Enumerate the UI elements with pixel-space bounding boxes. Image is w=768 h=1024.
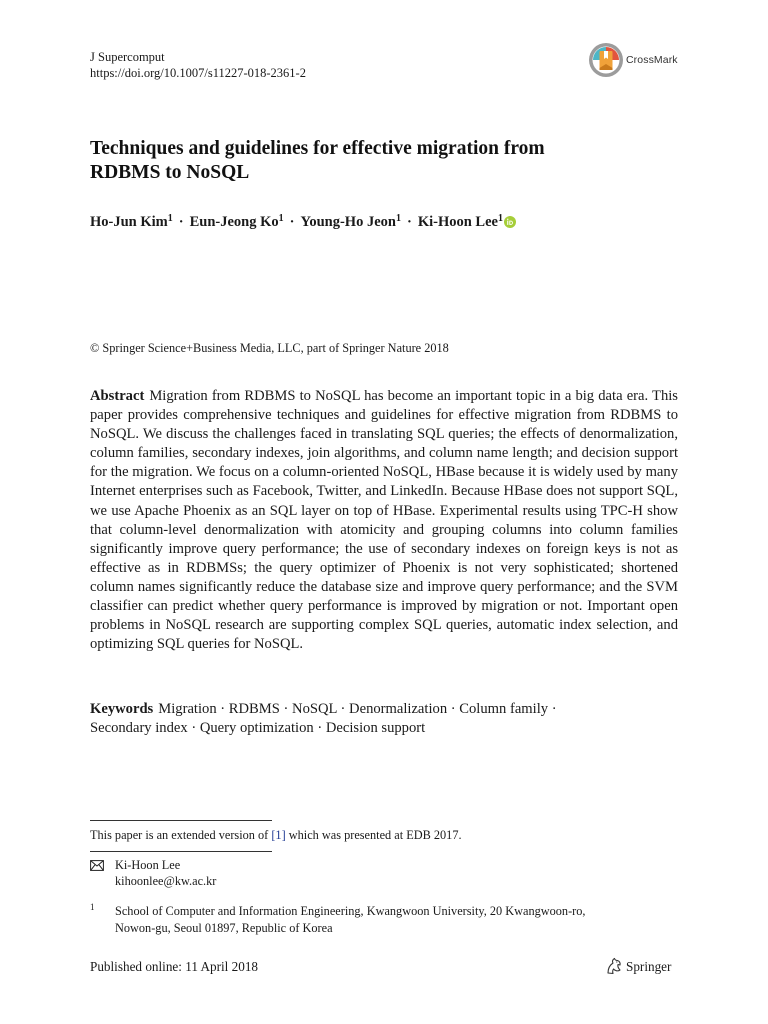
paper-title — [90, 137, 690, 185]
keywords-label: Keywords — [90, 701, 154, 717]
author-separator: · — [178, 214, 184, 230]
footnote-text: This paper is an extended version of — [90, 828, 272, 842]
abstract-label: Abstract — [90, 388, 145, 404]
author-name[interactable]: Ho-Jun Kim — [90, 214, 168, 230]
abstract-text: Migration from RDBMS to NoSQL has become an important topic in a big data era. This paper provides comprehensive techniques and guidelines for effective migration from RDBMS to NoSQL. We discuss the challenges faced in translating SQL queries; the effects of denormalization, column families, secondary indexes, join algorithms, and column name length; and decision support for the migration. We focus on a column-oriented NoSQL, HBase because it is widely used by many Internet enterprises such as Facebook, Twitter, and LinkedIn. Because HBase does not support SQL, we use Apache Phoenix as an SQL layer on top of HBase. Experimental results using TPC-H show that column-level denormalization with atomicity and grouping columns into column families significantly improve query performance; the use of secondary indexes on foreign keys is not as effective as in RDBMSs; the query optimizer of Phoenix is not very sophisticated; shortened column names significantly reduce the database size and improve query performance; and the SVM classifier can predict whether query performance is improved by migration or not. Important open problems in NoSQL research are supporting complex SQL queries, automatic index selection, and optimizing SQL queries for NoSQL. — [90, 388, 678, 653]
affiliation-mark: 1 — [395, 213, 401, 224]
journal-header — [90, 49, 306, 81]
affiliation-mark: 1 — [278, 213, 284, 224]
abstract-section — [90, 387, 678, 654]
journal-name: J Supercomput — [90, 50, 165, 64]
extended-version-footnote — [90, 828, 462, 843]
affiliation-number: 1 — [90, 902, 95, 912]
corresponding-author — [115, 857, 216, 889]
keywords-line-2: Secondary index · Query optimization · Decision support — [90, 720, 426, 737]
corresponding-email[interactable]: kihoonlee@kw.ac.kr — [115, 874, 217, 888]
reference-link[interactable]: [1] — [271, 828, 286, 842]
keywords-line-1: Migration · RDBMS · NoSQL · Denormalization · Column family · — [158, 701, 557, 717]
orcid-icon[interactable] — [504, 216, 516, 228]
author-list — [90, 210, 516, 231]
copyright-notice: © Springer Science+Business Media, LLC, part of Springer Nature 2018 — [90, 341, 449, 355]
author-name[interactable]: Ki-Hoon Lee — [417, 214, 498, 230]
publisher-name: Springer — [626, 959, 672, 974]
footnote-text: which was presented at EDB 2017. — [285, 828, 462, 842]
title-line-2: RDBMS to NoSQL — [90, 162, 250, 183]
crossmark-icon — [588, 42, 624, 78]
springer-horse-icon — [605, 957, 623, 975]
affiliation-line-1: School of Computer and Information Engineering, Kwangwoon University, 20 Kwangwoon-ro, — [115, 904, 586, 918]
footnote-divider — [90, 851, 272, 852]
author-separator: · — [289, 214, 295, 230]
corresponding-name: Ki-Hoon Lee — [115, 858, 181, 872]
crossmark-badge[interactable] — [588, 42, 698, 82]
keywords-section — [90, 700, 678, 738]
doi-link[interactable]: https://doi.org/10.1007/s11227-018-2361-2 — [90, 66, 306, 80]
author-name[interactable]: Young-Ho Jeon — [300, 214, 396, 230]
affiliation — [115, 903, 675, 936]
envelope-icon — [90, 860, 104, 871]
affiliation-mark: 1 — [167, 213, 173, 224]
affiliation-mark: 1 — [497, 213, 503, 224]
author-name[interactable]: Eun-Jeong Ko — [189, 214, 279, 230]
crossmark-label: CrossMark — [626, 54, 678, 66]
footnote-divider — [90, 820, 272, 821]
author-separator: · — [406, 214, 412, 230]
title-line-1: Techniques and guidelines for effective migration from — [90, 138, 545, 159]
published-date: Published online: 11 April 2018 — [90, 959, 259, 974]
affiliation-line-2: Nowon-gu, Seoul 01897, Republic of Korea — [115, 920, 333, 935]
